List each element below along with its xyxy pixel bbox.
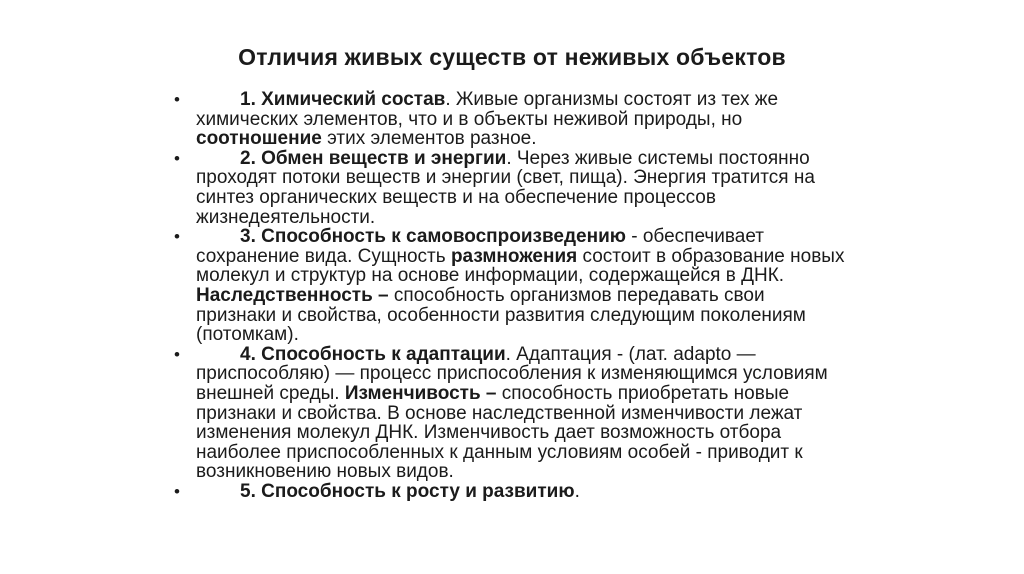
text-segment: способность приобретать новые признаки и свойства. В основе наследственной изменчивости лежат изменения молекул ДНК. Изменчивость дает возможность отбора наиболее приспособленных к данным условиям особей - приводит к возникновению новых видов. bbox=[196, 382, 803, 483]
text-segment: . Живые организмы состоят из тех же химических элементов, что и в объекты неживой природы, но bbox=[196, 89, 779, 130]
bullet-marker: • bbox=[174, 90, 180, 109]
text-segment-bold: размножения bbox=[450, 245, 578, 267]
text-segment-bold: соотношение bbox=[196, 128, 322, 150]
text-segment: состоит в образование новых молекул и структур на основе информации, содержащейся в ДНК. bbox=[196, 245, 845, 287]
list-item bbox=[174, 226, 850, 346]
text-segment: этих элементов разное. bbox=[321, 128, 537, 150]
list-item bbox=[174, 89, 850, 150]
text-segment-bold: Наследственность – bbox=[196, 284, 389, 306]
list-item-text bbox=[196, 148, 815, 228]
text-segment: способность организмов передавать свои признаки и свойства, особенности развития следующим поколениям (потомкам). bbox=[196, 284, 806, 346]
text-segment-bold: 1. Химический состав bbox=[240, 89, 446, 110]
text-segment: - обеспечивает сохранение вида. Сущность bbox=[196, 226, 764, 267]
list-item bbox=[174, 480, 850, 502]
text-segment: . Адаптация - (лат. adapto — приспособляю) — процесс приспособления к изменяющимся условиям внешней среды. bbox=[196, 343, 828, 404]
text-segment-bold: 4. Способность к адаптации bbox=[240, 343, 506, 365]
bullet-list bbox=[174, 89, 850, 502]
text-segment-bold: Изменчивость – bbox=[344, 382, 497, 404]
list-item-text bbox=[196, 344, 828, 483]
text-segment-bold: 2. Обмен веществ и энергии bbox=[240, 147, 507, 169]
text-segment: . Через живые системы постоянно проходят потоки веществ и энергии (свет, пища). Энергия тратится на синтез органических веществ и на обеспечение процессов жизнедеятельности. bbox=[196, 147, 815, 228]
bullet-marker: • bbox=[174, 148, 180, 168]
text-segment-bold: 3. Способность к самовоспроизведению bbox=[240, 226, 626, 248]
list-item-text bbox=[196, 89, 778, 149]
slide-title: Отличия живых существ от неживых объектов bbox=[238, 44, 786, 70]
bullet-marker: • bbox=[174, 481, 180, 501]
bullet-marker: • bbox=[174, 344, 180, 364]
list-item bbox=[174, 343, 850, 483]
list-item-text bbox=[196, 226, 844, 345]
text-segment: . bbox=[574, 480, 580, 502]
text-segment-bold: 5. Способность к росту и развитию bbox=[240, 480, 575, 502]
list-item bbox=[174, 147, 850, 228]
list-item-text bbox=[240, 481, 580, 502]
bullet-marker: • bbox=[174, 227, 180, 247]
